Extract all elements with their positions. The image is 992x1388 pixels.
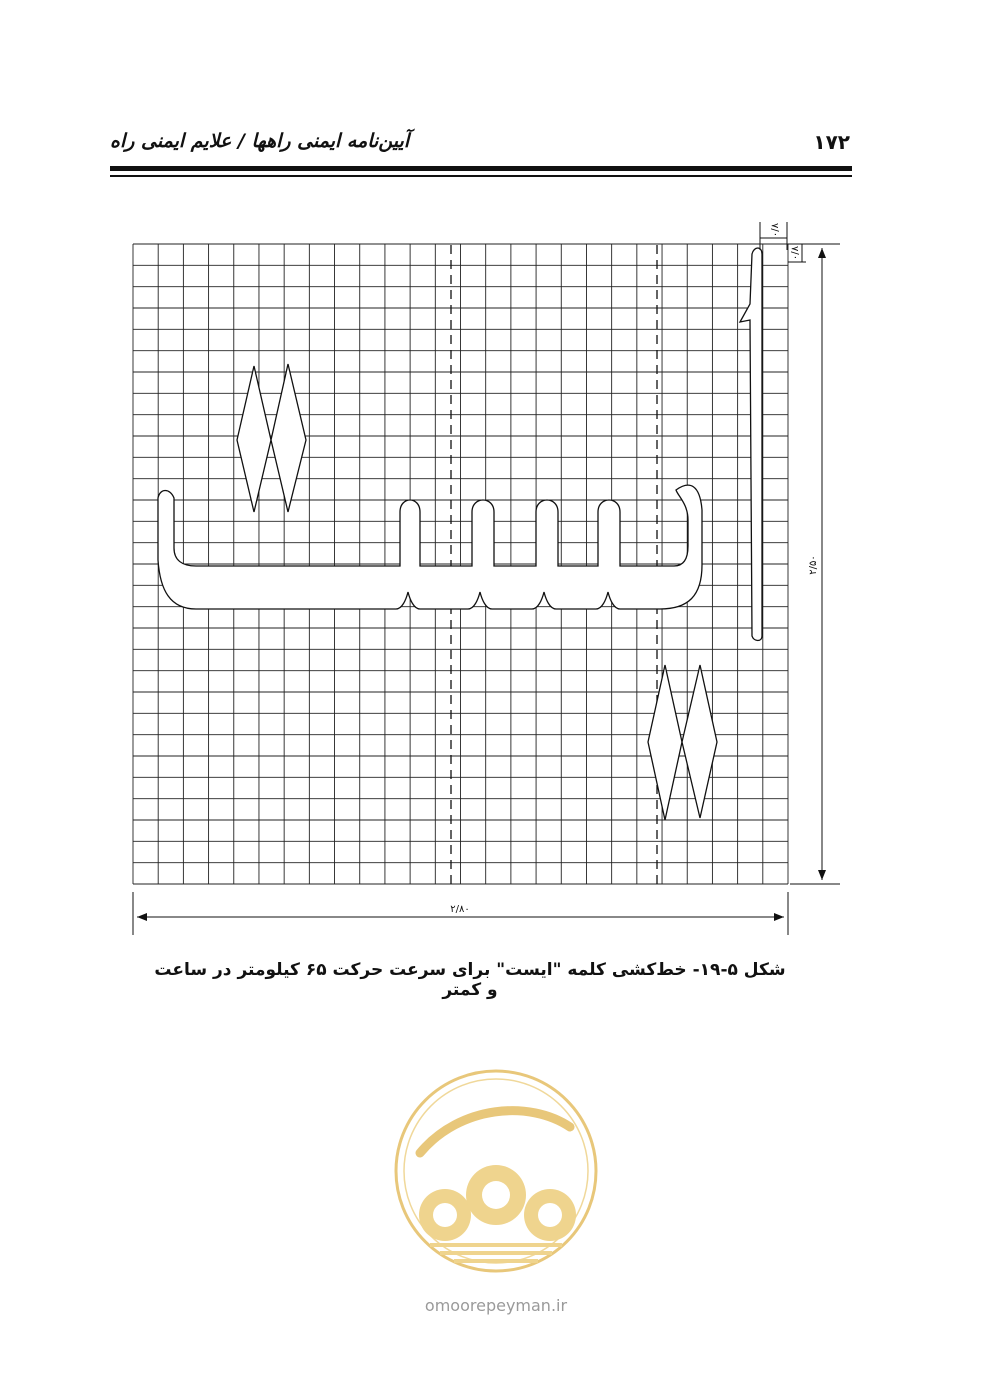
running-header-title: آیین‌نامه ایمنی راهها / علایم ایمنی راه: [110, 130, 410, 152]
figure-caption: شکل ۵-۱۹- خط‌کشی کلمه "ایست" برای سرعت حرکت ۶۵ کیلومتر در ساعت و کمتر: [154, 960, 786, 1000]
height-dimension-label: ۲/۵۰: [808, 555, 819, 575]
word-ist-body: [158, 485, 702, 609]
top-width-dimension-label: ۰/۸: [770, 222, 781, 238]
width-dimension-label: ۲/۸۰: [450, 904, 470, 915]
diamond-upper-left-2: [271, 364, 306, 512]
diamond-lower-right-1: [648, 665, 682, 820]
top-height-dimension-label: ۰/۸: [790, 245, 801, 261]
diamond-upper-left-1: [237, 366, 271, 512]
logo-brush-stroke-icon: [420, 1111, 570, 1153]
word-ist-alef: [740, 248, 762, 641]
page-number: ۱۷۲: [813, 130, 850, 154]
watermark-logo: [390, 1065, 602, 1277]
watermark-site-url: omoorepeyman.ir: [424, 1296, 568, 1315]
